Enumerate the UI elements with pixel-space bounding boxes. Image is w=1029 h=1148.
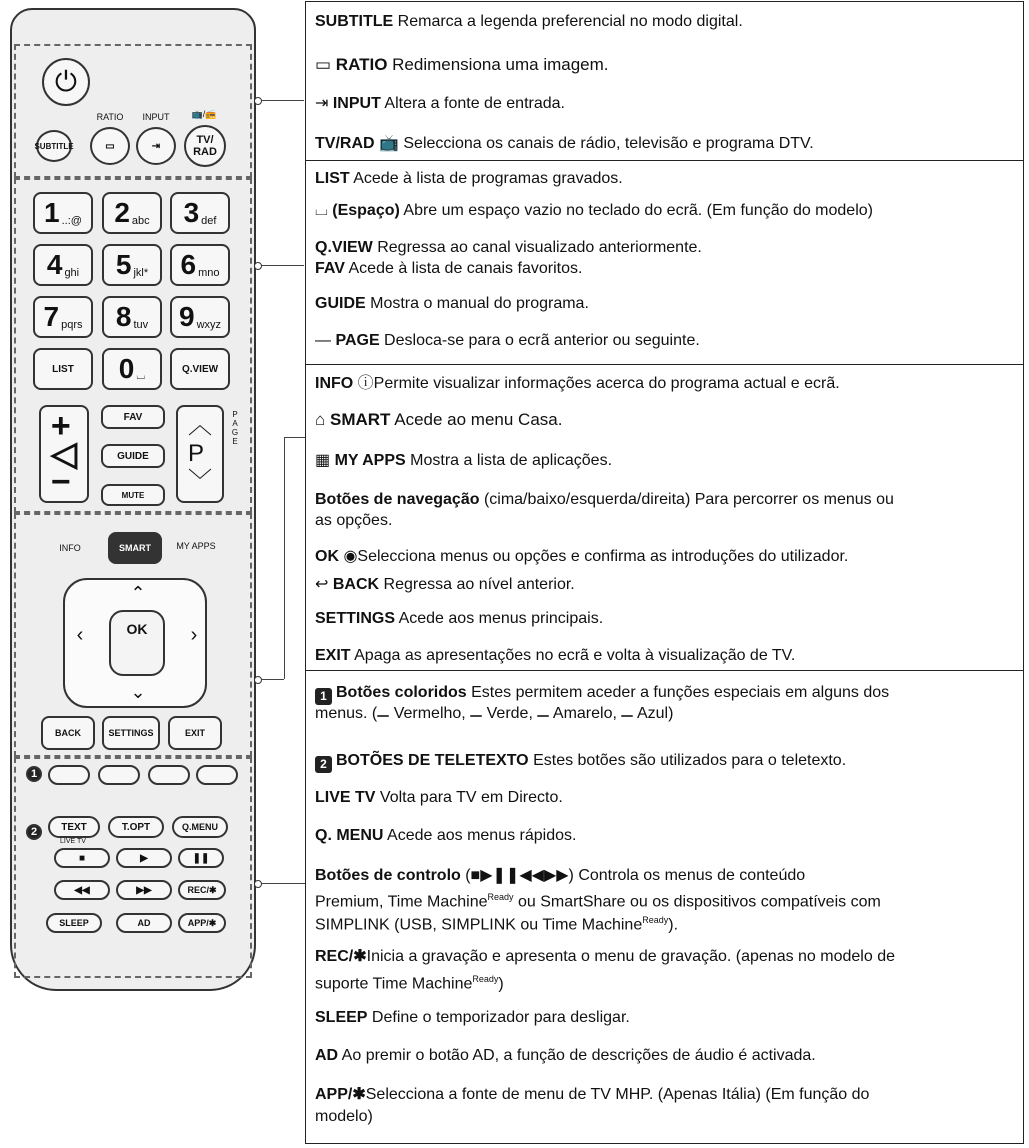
qmenu-term: Q. MENU bbox=[315, 827, 384, 844]
rec-ready-sup: Ready bbox=[472, 974, 499, 984]
number-9-sub: wxyz bbox=[196, 319, 222, 331]
my-apps-label: MY APPS bbox=[176, 541, 216, 551]
info-description bbox=[315, 374, 840, 394]
rec-text-2: suporte Time Machine bbox=[315, 975, 473, 993]
control-text-1: (■▶❚❚◀◀▶▶) Controla os menus de conteúdo bbox=[460, 867, 806, 884]
color-text-2b: ) bbox=[668, 705, 674, 722]
nav-description-line2: as opções. bbox=[315, 512, 393, 529]
color-buttons-description-line2: menus. ( Vermelho, Verde, Amarelo, Azul) bbox=[315, 705, 674, 722]
input-button[interactable] bbox=[136, 127, 176, 165]
guide-button[interactable]: GUIDE bbox=[101, 444, 165, 468]
control-description-line3 bbox=[315, 910, 678, 935]
text-button[interactable]: TEXT bbox=[48, 816, 100, 838]
color-green-label: Verde bbox=[486, 705, 529, 722]
leader-line-section3-vertical bbox=[284, 437, 285, 679]
smart-term: SMART bbox=[330, 410, 391, 429]
back-text: Regressa ao nível anterior. bbox=[379, 576, 575, 593]
rec-text-1: Inicia a gravação e apresenta o menu de gravação. (apenas no modelo de bbox=[366, 948, 895, 965]
number-3-sub: def bbox=[201, 215, 217, 227]
nav-text-1: (cima/baixo/esquerda/direita) Para percorrer os menus ou bbox=[479, 491, 894, 508]
exit-button[interactable]: EXIT bbox=[168, 716, 222, 750]
ad-description bbox=[315, 1046, 816, 1066]
space-description bbox=[315, 201, 873, 221]
ratio-description bbox=[315, 55, 609, 75]
fast-forward-button[interactable] bbox=[116, 880, 172, 900]
number-0-label: 0 bbox=[118, 353, 135, 384]
teletext-badge-icon: 2 bbox=[315, 756, 332, 773]
list-description bbox=[315, 169, 623, 189]
info-text: Permite visualizar informações acerca do programa actual e ecrã. bbox=[373, 375, 840, 392]
list-button[interactable]: LIST bbox=[33, 348, 93, 390]
tvrad-text: Selecciona os canais de rádio, televisão e programa DTV. bbox=[403, 135, 814, 152]
blue-button[interactable] bbox=[196, 765, 238, 785]
red-button[interactable] bbox=[48, 765, 90, 785]
leader-line-section2 bbox=[258, 265, 304, 266]
home-icon: ⌂ bbox=[315, 410, 330, 429]
number-2-button[interactable] bbox=[102, 192, 162, 234]
settings-term: SETTINGS bbox=[315, 610, 396, 627]
smart-description bbox=[315, 410, 562, 430]
ratio-term: RATIO bbox=[335, 55, 388, 74]
number-3-button[interactable] bbox=[170, 192, 230, 234]
qview-button[interactable]: Q.VIEW bbox=[170, 348, 230, 390]
app-term: APP/✱ bbox=[315, 1086, 366, 1103]
control-description-line2 bbox=[315, 887, 881, 912]
sleep-description bbox=[315, 1008, 630, 1028]
guide-description bbox=[315, 294, 589, 314]
livetv-description bbox=[315, 788, 563, 808]
back-term: BACK bbox=[332, 576, 380, 593]
app-text-1: Selecciona a fonte de menu de TV MHP. (Apenas Itália) (Em função do bbox=[365, 1086, 870, 1103]
live-tv-label: LIVE TV bbox=[60, 838, 86, 845]
sleep-text: Define o temporizador para desligar. bbox=[367, 1009, 630, 1026]
leader-line-section1 bbox=[258, 100, 304, 101]
pause-button[interactable] bbox=[178, 848, 224, 868]
page-minus-icon: — bbox=[315, 332, 336, 349]
page-rocker-icon: ︿ P ﹀ bbox=[188, 412, 212, 495]
control-description-line1 bbox=[315, 866, 805, 886]
info-icon: ⓘ bbox=[353, 375, 374, 392]
red-key-icon bbox=[377, 715, 389, 717]
fav-button[interactable]: FAV bbox=[101, 405, 165, 429]
input-term: INPUT bbox=[332, 95, 381, 112]
green-key-icon bbox=[470, 715, 482, 717]
stop-icon: ■ bbox=[78, 852, 86, 864]
number-1-button[interactable] bbox=[33, 192, 93, 234]
qview-description bbox=[315, 238, 702, 258]
rec-term: REC/✱ bbox=[315, 948, 367, 965]
number-9-label: 9 bbox=[178, 301, 195, 332]
smart-button[interactable]: SMART bbox=[108, 532, 162, 564]
green-button[interactable] bbox=[98, 765, 140, 785]
ok-text: Selecciona menus ou opções e confirma as introduções do utilizador. bbox=[357, 548, 849, 565]
settings-text: Acede aos menus principais. bbox=[395, 610, 604, 627]
number-4-label: 4 bbox=[46, 249, 63, 280]
control-text-2: Premium, Time Machine bbox=[315, 893, 488, 911]
qmenu-text: Acede aos menus rápidos. bbox=[383, 827, 577, 844]
number-0-sub: ⌴ bbox=[136, 370, 146, 382]
color-yellow-label: Amarelo bbox=[552, 705, 613, 722]
exit-term: EXIT bbox=[315, 647, 351, 664]
ratio-label: RATIO bbox=[96, 112, 124, 122]
leader-dot-section3 bbox=[254, 676, 262, 684]
page-description bbox=[315, 331, 700, 351]
teletext-buttons-badge: 2 bbox=[26, 824, 42, 840]
myapps-description bbox=[315, 451, 612, 471]
number-8-sub: tuv bbox=[133, 319, 149, 331]
ok-description bbox=[315, 547, 848, 567]
description-panel-keypad bbox=[305, 160, 1024, 365]
ad-button[interactable]: AD bbox=[116, 913, 172, 933]
app-description-line1 bbox=[315, 1085, 869, 1105]
color-badge-icon: 1 bbox=[315, 688, 332, 705]
color-blue-label: Azul bbox=[636, 705, 669, 722]
volume-plus-minus-icon: + ◁ − bbox=[50, 407, 78, 501]
teletext-text: Estes botões são utilizados para o teletexto. bbox=[528, 752, 847, 769]
rewind-icon: ◀◀ bbox=[74, 884, 90, 896]
teletext-term: BOTÕES DE TELETEXTO bbox=[336, 752, 529, 769]
space-text: Abre um espaço vazio no teclado do ecrã. (Em função do modelo) bbox=[399, 202, 873, 219]
ok-icon: ◉ bbox=[339, 548, 358, 565]
description-panel-navigation bbox=[305, 364, 1024, 671]
play-button[interactable] bbox=[116, 848, 172, 868]
number-7-sub: pqrs bbox=[61, 319, 83, 331]
page-text: Desloca-se para o ecrã anterior ou seguinte. bbox=[379, 332, 700, 349]
color-text-2a: menus. ( bbox=[315, 705, 378, 722]
input-text: Altera a fonte de entrada. bbox=[380, 95, 565, 112]
input-label: INPUT bbox=[142, 112, 170, 122]
ratio-icon: ▭ bbox=[315, 55, 336, 74]
down-arrow-icon[interactable]: ⌄ bbox=[130, 682, 146, 702]
control-ready-sup-2: Ready bbox=[642, 915, 669, 925]
nav-description-line1 bbox=[315, 490, 894, 510]
subtitle-button[interactable]: SUBTITLE bbox=[36, 130, 72, 162]
volume-rocker[interactable] bbox=[39, 405, 89, 503]
subtitle-term: SUBTITLE bbox=[315, 13, 394, 30]
fav-description bbox=[315, 259, 582, 279]
color-buttons-badge: 1 bbox=[26, 766, 42, 782]
color-buttons-description-line1 bbox=[315, 683, 889, 705]
smart-text: Acede ao menu Casa. bbox=[390, 410, 563, 429]
tvrad-icon: 📺 bbox=[374, 135, 404, 152]
remote-control-illustration bbox=[10, 8, 258, 993]
back-icon: ↩ bbox=[315, 576, 333, 593]
ok-term: OK bbox=[315, 548, 339, 565]
mute-button[interactable]: MUTE bbox=[101, 484, 165, 506]
tvrad-description bbox=[315, 134, 814, 154]
space-icon: ⌴ bbox=[315, 202, 333, 219]
myapps-term: MY APPS bbox=[334, 452, 406, 469]
number-3-label: 3 bbox=[183, 197, 200, 228]
number-8-label: 8 bbox=[115, 301, 132, 332]
color-red-label: Vermelho bbox=[393, 705, 462, 722]
leader-dot-section2 bbox=[254, 262, 262, 270]
control-ready-sup-1: Ready bbox=[487, 892, 514, 902]
number-7-button[interactable] bbox=[33, 296, 93, 338]
subtitle-text: Remarca a legenda preferencial no modo digital. bbox=[393, 13, 743, 30]
livetv-term: LIVE TV bbox=[315, 789, 376, 806]
number-2-label: 2 bbox=[114, 197, 130, 228]
number-8-button[interactable] bbox=[102, 296, 162, 338]
list-term: LIST bbox=[315, 170, 350, 187]
number-6-button[interactable] bbox=[170, 244, 230, 286]
number-5-sub: jkl* bbox=[133, 267, 149, 279]
color-term: Botões coloridos bbox=[336, 684, 467, 701]
left-arrow-icon[interactable]: ‹ bbox=[76, 624, 84, 646]
fav-term: FAV bbox=[315, 260, 345, 277]
fast-forward-icon: ▶▶ bbox=[136, 884, 152, 896]
exit-description bbox=[315, 646, 795, 666]
ad-text: Ao premir o botão AD, a função de descrições de áudio é activada. bbox=[338, 1047, 816, 1064]
ratio-text: Redimensiona uma imagem. bbox=[387, 55, 609, 74]
leader-dot-section4 bbox=[254, 880, 262, 888]
tvrad-top-label: 📺/📻 bbox=[191, 109, 217, 119]
number-6-label: 6 bbox=[180, 249, 197, 280]
yellow-key-icon bbox=[537, 715, 549, 717]
stop-button[interactable] bbox=[54, 848, 110, 868]
info-term: INFO bbox=[315, 375, 354, 392]
number-7-label: 7 bbox=[43, 301, 60, 332]
back-button[interactable]: BACK bbox=[41, 716, 95, 750]
input-icon: ⇥ bbox=[315, 95, 333, 112]
myapps-text: Mostra a lista de aplicações. bbox=[405, 452, 613, 469]
leader-line-section3-top bbox=[284, 437, 305, 438]
number-1-label: 1 bbox=[44, 197, 60, 228]
control-text-4: SIMPLINK (USB, SIMPLINK ou Time Machine bbox=[315, 916, 643, 934]
back-description bbox=[315, 575, 575, 595]
settings-description bbox=[315, 609, 603, 629]
space-term: (Espaço) bbox=[332, 202, 400, 219]
leader-line-section4 bbox=[258, 883, 305, 884]
apps-grid-icon: ▦ bbox=[315, 452, 335, 469]
app-button[interactable]: APP/✱ bbox=[178, 913, 226, 933]
number-2-sub: abc bbox=[131, 215, 150, 227]
right-arrow-icon[interactable]: › bbox=[190, 624, 198, 646]
rec-text-3: ) bbox=[498, 975, 504, 993]
control-text-5: ). bbox=[668, 916, 679, 934]
rec-button[interactable]: REC/✱ bbox=[178, 880, 226, 900]
number-5-button[interactable] bbox=[102, 244, 162, 286]
page-term: PAGE bbox=[335, 332, 380, 349]
number-6-sub: mno bbox=[198, 267, 220, 279]
description-panel-top bbox=[305, 1, 1024, 161]
list-text: Acede à lista de programas gravados. bbox=[349, 170, 623, 187]
guide-text: Mostra o manual do programa. bbox=[365, 295, 589, 312]
play-icon: ▶ bbox=[140, 852, 148, 864]
settings-button[interactable]: SETTINGS bbox=[102, 716, 160, 750]
input-icon: ⇥ bbox=[151, 140, 161, 152]
livetv-text: Volta para TV em Directo. bbox=[375, 789, 563, 806]
color-text-1: Estes permitem aceder a funções especiais em alguns dos bbox=[466, 684, 890, 701]
teletext-description bbox=[315, 751, 846, 773]
number-4-button[interactable] bbox=[33, 244, 93, 286]
qview-term: Q.VIEW bbox=[315, 239, 373, 256]
rec-description-line2 bbox=[315, 969, 504, 994]
info-label: INFO bbox=[59, 543, 81, 553]
number-1-sub: ..:@ bbox=[61, 215, 82, 227]
ratio-button[interactable] bbox=[90, 127, 130, 165]
nav-term: Botões de navegação bbox=[315, 491, 480, 508]
guide-term: GUIDE bbox=[315, 295, 366, 312]
fav-text: Acede à lista de canais favoritos. bbox=[344, 260, 583, 277]
description-panel-bottom bbox=[305, 670, 1024, 1144]
blue-key-icon bbox=[621, 715, 633, 717]
number-9-button[interactable] bbox=[170, 296, 230, 338]
leader-dot-section1 bbox=[254, 97, 262, 105]
sleep-term: SLEEP bbox=[315, 1009, 368, 1026]
power-button[interactable]: ⏻ bbox=[42, 58, 90, 106]
app-description-line2: modelo) bbox=[315, 1108, 373, 1125]
up-arrow-icon[interactable]: ⌃ bbox=[130, 583, 146, 603]
qmenu-description bbox=[315, 826, 576, 846]
control-term: Botões de controlo bbox=[315, 867, 461, 884]
ok-label: OK bbox=[126, 621, 148, 637]
qview-text: Regressa ao canal visualizado anteriormente. bbox=[372, 239, 702, 256]
rec-description-line1 bbox=[315, 947, 895, 967]
pause-icon: ❚❚ bbox=[192, 852, 210, 864]
exit-text: Apaga as apresentações no ecrã e volta à visualização de TV. bbox=[350, 647, 796, 664]
input-description bbox=[315, 94, 565, 114]
ad-term: AD bbox=[315, 1047, 339, 1064]
subtitle-description bbox=[315, 12, 743, 32]
page-side-label: PAGE bbox=[231, 410, 239, 446]
page-rocker[interactable] bbox=[176, 405, 224, 503]
number-0-button[interactable] bbox=[102, 348, 162, 390]
topt-button[interactable]: T.OPT bbox=[108, 816, 164, 838]
yellow-button[interactable] bbox=[148, 765, 190, 785]
control-text-3: ou SmartShare ou os dispositivos compatíveis com bbox=[513, 893, 881, 911]
ratio-icon: ▭ bbox=[105, 140, 115, 152]
tvrad-term: TV/RAD bbox=[315, 135, 375, 152]
tv-rad-button[interactable]: TV/ RAD bbox=[184, 125, 226, 167]
number-4-sub: ghi bbox=[64, 267, 80, 279]
rewind-button[interactable] bbox=[54, 880, 110, 900]
number-5-label: 5 bbox=[115, 249, 132, 280]
sleep-button[interactable]: SLEEP bbox=[46, 913, 102, 933]
ok-button[interactable] bbox=[109, 610, 165, 676]
qmenu-button[interactable]: Q.MENU bbox=[172, 816, 228, 838]
